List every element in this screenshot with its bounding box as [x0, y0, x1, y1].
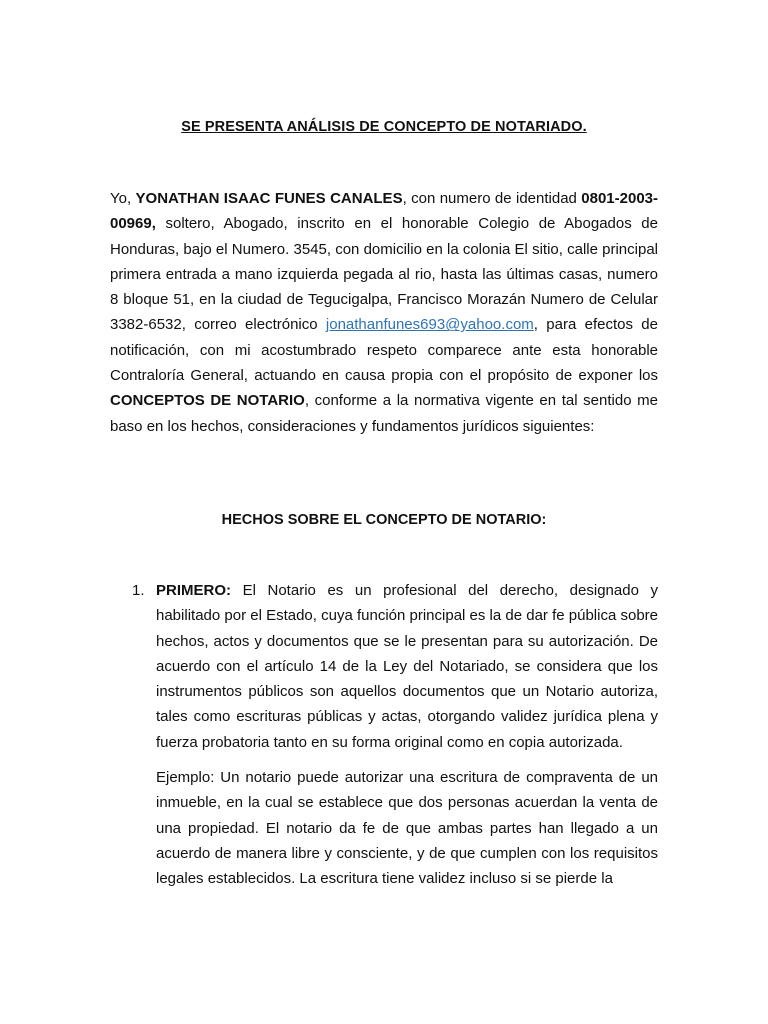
identity-number: 0801-2003-00969, [110, 190, 658, 233]
list-item [110, 578, 658, 755]
section-heading: HECHOS SOBRE EL CONCEPTO DE NOTARIO: [221, 512, 547, 528]
concepts-label: CONCEPTOS DE NOTARIO [110, 392, 305, 410]
email-link[interactable]: jonathanfunes693@yahoo.com [325, 316, 534, 334]
example-paragraph: Ejemplo: Un notario puede autorizar una escritura de compraventa de un inmueble, en la cual se establece que dos personas acuerdan la venta de una propiedad. El notario da fe de que ambas partes han llegado a un acuerdo de manera libre y consciente, y de que cumplen con los requisitos legales establecidos. La escritura tiene validez incluso si se pierde la [156, 769, 658, 888]
intro-text-3: soltero, Abogado, inscrito en el honorable Colegio de Abogados de Honduras, bajo el Numero. 3545, con domicilio en la colonia El sitio, calle principal primera entrada a mano izquierda pegada al rio, hasta las últimas casas, numero 8 bloque 51, en la ciudad de Tegucigalpa, Francisco Morazán Numero de Celular 3382-6532, correo electrónico [110, 215, 658, 334]
intro-paragraph [110, 186, 658, 439]
intro-text-1: Yo, [110, 190, 136, 207]
list-item-text: El Notario es un profesional del derecho, designado y habilitado por el Estado, cuya función principal es la de dar fe pública sobre hechos, actos y documentos que se le presentan para su autorización. De acuerdo con el artículo 14 de la Ley del Notariado, se considera que los instrumentos públicos son aquellos documentos que un Notario autoriza, tales como escrituras públicas y actas, otorgando validez jurídica plena y fuerza probatoria tanto en su forma original como en copia autorizada. [156, 582, 658, 751]
intro-text-2: , con numero de identidad [402, 190, 582, 207]
author-name: YONATHAN ISAAC FUNES CANALES [135, 190, 403, 207]
intro-text-4: , para efectos de notificación, con mi acostumbrado respeto comparece ante esta honorable Contraloría General, actuando en causa propia con el propósito de exponer los [110, 316, 658, 385]
list-item-number: 1. [132, 582, 145, 599]
list-item-label: PRIMERO: [156, 582, 231, 599]
facts-list [110, 578, 658, 892]
document-title: SE PRESENTA ANÁLISIS DE CONCEPTO DE NOTARIADO. [181, 119, 587, 135]
intro-text-5: , conforme a la normativa vigente en tal sentido me baso en los hechos, consideraciones y fundamentos jurídicos siguientes: [110, 392, 658, 435]
